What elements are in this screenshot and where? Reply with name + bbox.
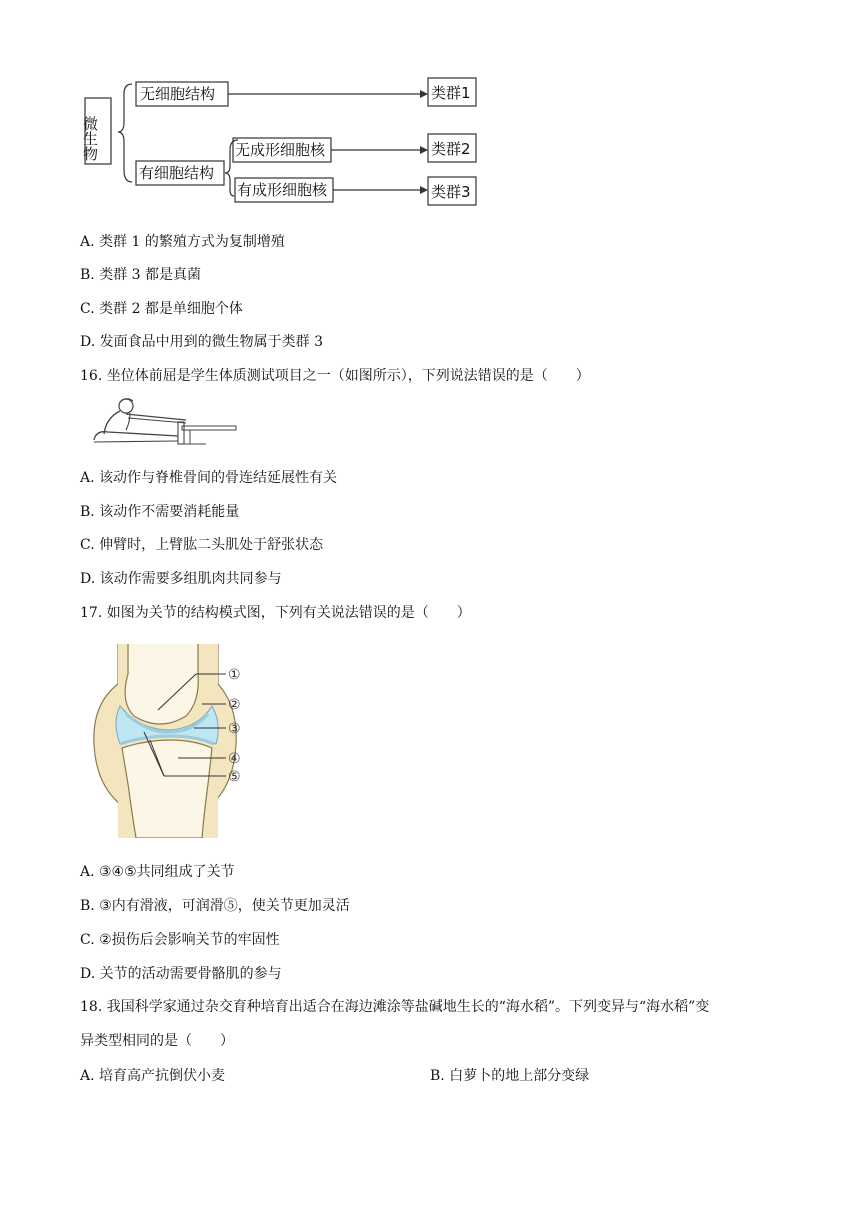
cell-label: 有细胞结构 (139, 164, 215, 182)
group3-label: 类群3 (431, 183, 471, 201)
joint-label-2: ② (228, 697, 241, 713)
q15-option-a: A. 类群 1 的繁殖方式为复制增殖 (80, 234, 285, 250)
q17-stem: 17. 如图为关节的结构模式图，下列有关说法错误的是（ ） (80, 605, 471, 621)
q15-option-d: D. 发面食品中用到的微生物属于类群 3 (80, 334, 323, 350)
q16-stem: 16. 坐位体前屈是学生体质测试项目之一（如图所示），下列说法错误的是（ ） (80, 368, 590, 384)
q17-option-c: C. ②损伤后会影响关节的牢固性 (80, 932, 280, 948)
brace (118, 84, 132, 182)
joint-structure-diagram (90, 644, 260, 838)
q16-option-c: C. 伸臂时，上臂肱二头肌处于舒张状态 (80, 537, 324, 553)
q18-stem-line1: 18. 我国科学家通过杂交育种培育出适合在海边滩涂等盐碱地生长的“海水稻”。下列变异与“海水稻”变 (80, 999, 710, 1015)
group2-label: 类群2 (431, 140, 471, 158)
q18-stem-line2: 异类型相同的是（ ） (80, 1033, 234, 1049)
q18-option-b: B. 白萝卜的地上部分变绿 (430, 1068, 590, 1084)
q17-option-b: B. ③内有滑液，可润滑⑤，使关节更加灵活 (80, 898, 350, 914)
arrow-head-2 (420, 146, 428, 154)
q16-option-d: D. 该动作需要多组肌肉共同参与 (80, 571, 282, 587)
q17-option-a: A. ③④⑤共同组成了关节 (80, 864, 235, 880)
q16-option-a: A. 该动作与脊椎骨间的骨连结延展性有关 (80, 470, 338, 486)
q15-option-c: C. 类群 2 都是单细胞个体 (80, 301, 243, 317)
arrow-head-1 (420, 90, 428, 98)
sit-and-reach-illustration (86, 396, 238, 448)
joint-label-4: ④ (228, 751, 241, 767)
arrow-head-3 (420, 186, 428, 194)
joint-label-1: ① (228, 667, 241, 683)
q17-option-d: D. 关节的活动需要骨骼肌的参与 (80, 966, 282, 982)
microbe-classification-diagram (80, 70, 490, 215)
q16-option-b: B. 该动作不需要消耗能量 (80, 504, 240, 520)
nucleus-label: 有成形细胞核 (237, 181, 328, 199)
joint-label-3: ③ (228, 721, 241, 737)
root-label: 微生物 (81, 116, 99, 161)
no-nucleus-label: 无成形细胞核 (235, 141, 326, 159)
joint-label-5: ⑤ (228, 769, 241, 785)
no-cell-label: 无细胞结构 (140, 85, 216, 103)
q18-option-a: A. 培育高产抗倒伏小麦 (80, 1068, 226, 1084)
q15-option-b: B. 类群 3 都是真菌 (80, 267, 201, 283)
group1-label: 类群1 (431, 84, 471, 102)
